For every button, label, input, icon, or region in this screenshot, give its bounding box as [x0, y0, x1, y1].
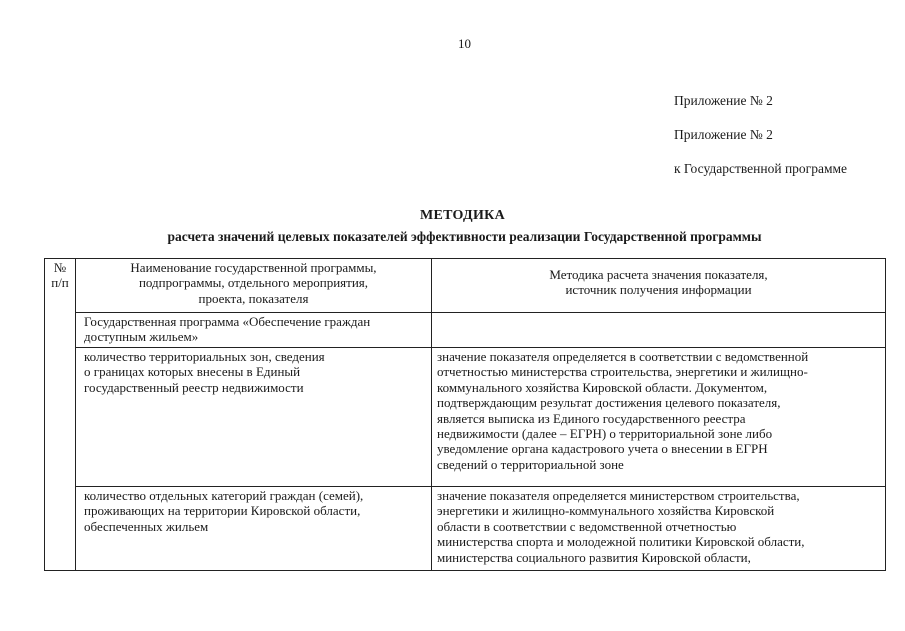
row-3-method	[437, 488, 883, 565]
table-border-bottom	[44, 570, 886, 571]
row-2-name-line-1: количество территориальных зон, сведения	[84, 349, 325, 364]
row-1-name-line-1: Государственная программа «Обеспечение граждан	[84, 314, 371, 329]
table-border-top	[44, 258, 886, 259]
row-3-method-line-3: области в соответствии с ведомственной отчетностью	[437, 518, 737, 534]
header-number	[45, 260, 75, 291]
column-divider-2	[431, 258, 432, 571]
row-2-method-line-2: отчетностью министерства строительства, энергетики и жилищно-	[437, 364, 808, 380]
row-2-name-line-2: о границах которых внесены в Единый	[84, 364, 301, 380]
row-2-method-line-4: подтверждающим результат достижения целевого показателя,	[437, 395, 781, 411]
methodology-table	[44, 258, 886, 571]
document-subtitle: расчета значений целевых показателей эффективности реализации Государственной программы	[167, 229, 762, 244]
row-3-method-line-2: энергетики и жилищно-коммунального хозяйства Кировской	[437, 503, 775, 519]
row-2-name-line-3: государственный реестр недвижимости	[84, 379, 304, 395]
row-3-name-line-1: количество отдельных категорий граждан (семей),	[84, 488, 364, 503]
header-name-line-3: проекта, показателя	[198, 290, 309, 306]
row-2-method	[437, 349, 883, 472]
row-2-method-line-7: уведомление органа кадастрового учета о внесении в ЕГРН	[437, 441, 768, 457]
row-3-method-line-1: значение показателя определяется министерством строительства,	[437, 488, 800, 503]
row-1-bottom-border	[75, 347, 886, 348]
row-1-name	[84, 314, 429, 345]
document-title: МЕТОДИКА	[419, 208, 506, 223]
row-3-name	[84, 488, 429, 534]
row-2-method-line-8: сведений о территориальной зоне	[437, 456, 624, 472]
header-method-line-2: источник получения информации	[565, 282, 752, 298]
row-3-name-line-2: проживающих на территории Кировской области,	[84, 503, 361, 519]
row-2-method-line-1: значение показателя определяется в соответствии с ведомственной	[437, 349, 809, 364]
row-2-method-line-6: недвижимости (далее – ЕГРН) о территориальной зоне либо	[437, 426, 773, 442]
row-2-method-line-3: коммунального хозяйства Кировской области. Документом,	[437, 379, 768, 395]
row-2-bottom-border	[75, 486, 886, 487]
appendix-line-3: к Государственной программе	[674, 161, 848, 176]
row-3-name-line-3: обеспеченных жильем	[84, 518, 209, 534]
header-name-line-2: подпрограммы, отдельного мероприятия,	[138, 275, 369, 291]
row-3-method-line-5: министерства социального развития Кировской области,	[437, 549, 751, 565]
header-name	[76, 260, 431, 306]
header-name-line-1: Наименование государственной программы,	[130, 260, 377, 275]
row-2-name	[84, 349, 429, 395]
table-border-left	[44, 258, 45, 571]
appendix-line-1: Приложение № 2	[674, 93, 773, 108]
table-border-right	[885, 258, 886, 571]
header-method	[432, 267, 885, 298]
row-2-method-line-5: является выписка из Единого государственного реестра	[437, 410, 746, 426]
row-1-name-line-2: доступным жильем»	[84, 329, 199, 345]
header-bottom-border	[75, 312, 886, 313]
header-method-line-1: Методика расчета значения показателя,	[549, 267, 768, 282]
appendix-line-2: Приложение № 2	[674, 127, 773, 142]
row-3-method-line-4: министерства спорта и молодежной политики Кировской области,	[437, 534, 805, 550]
page-number: 10	[458, 36, 471, 51]
header-number-line-1: №	[53, 260, 67, 275]
header-number-line-2: п/п	[51, 275, 69, 291]
